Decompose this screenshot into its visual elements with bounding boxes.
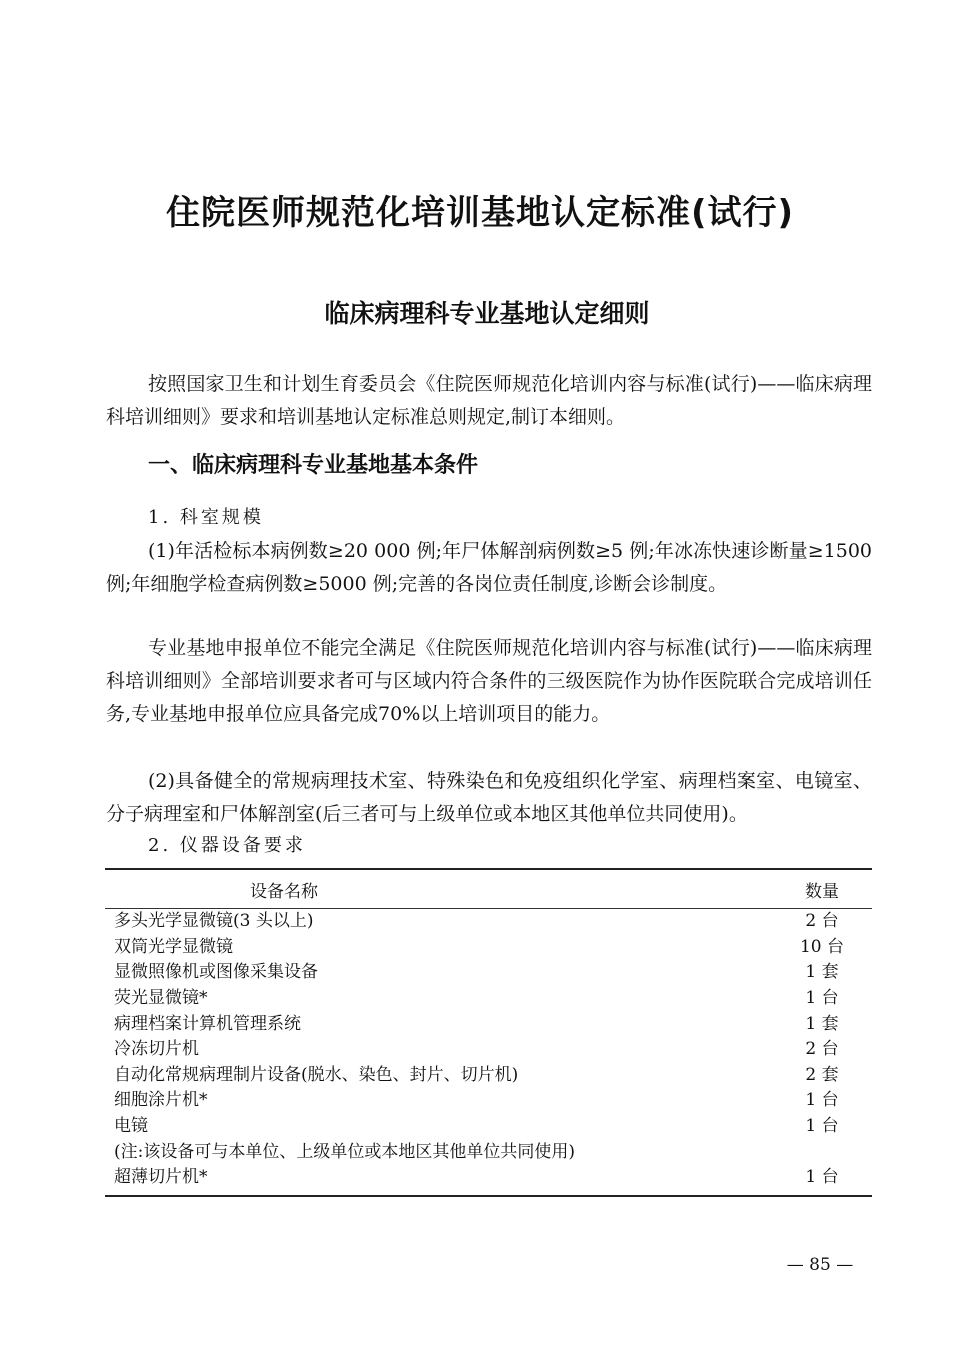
paragraph-facilities: (2)具备健全的常规病理技术室、特殊染色和免疫组织化学室、病理档案室、电镜室、分子病理室和尸体解剖室(后三者可与上级单位或本地区其他单位共同使用)。	[106, 770, 872, 825]
equipment-name: 多头光学显微镜(3 头以上)	[114, 911, 314, 932]
table-row	[105, 1165, 872, 1196]
table-row	[105, 1114, 872, 1140]
paragraph-case-volume: (1)年活检标本病例数≥20 000 例;年尸体解剖病例数≥5 例;年冰冻快速诊断量≥1500 例;年细胞学检查病例数≥5000 例;完善的各岗位责任制度,诊断会诊制度。	[106, 540, 872, 595]
table-row	[105, 986, 872, 1012]
table-row	[105, 1063, 872, 1089]
equipment-quantity: 2 套	[805, 1064, 839, 1085]
equipment-name: 双筒光学显微镜	[114, 936, 233, 957]
equipment-quantity: 1 台	[805, 988, 839, 1009]
equipment-name: 细胞涂片机*	[114, 1090, 208, 1111]
section-heading-basic-conditions: 一、临床病理科专业基地基本条件	[148, 453, 479, 478]
column-header-quantity: 数量	[805, 881, 839, 902]
subheading-equipment: 2. 仪器设备要求	[148, 835, 306, 856]
equipment-name: 自动化常规病理制片设备(脱水、染色、封片、切片机)	[114, 1064, 519, 1085]
equipment-quantity: 1 套	[805, 1013, 839, 1034]
page-number: — 85 —	[786, 1255, 854, 1275]
equipment-name: 显微照像机或图像采集设备	[114, 962, 318, 983]
intro-paragraph: 按照国家卫生和计划生育委员会《住院医师规范化培训内容与标准(试行)——临床病理科培训细则》要求和培训基地认定标准总则规定,制订本细则。	[106, 373, 872, 428]
equipment-quantity	[772, 1139, 872, 1165]
equipment-quantity: 1 台	[805, 1090, 839, 1111]
subheading-department-scale: 1. 科室规模	[148, 507, 264, 528]
equipment-quantity: 1 台	[805, 1167, 839, 1188]
equipment-name: 冷冻切片机	[114, 1039, 199, 1060]
table-row-note	[105, 1139, 872, 1165]
equipment-name: 超薄切片机*	[114, 1167, 208, 1188]
equipment-note: (注:该设备可与本单位、上级单位或本地区其他单位共同使用)	[114, 1141, 575, 1162]
page-title: 住院医师规范化培训基地认定标准(试行)	[165, 193, 795, 233]
table-row	[105, 1011, 872, 1037]
equipment-quantity: 1 台	[805, 1116, 839, 1137]
equipment-quantity: 2 台	[805, 911, 839, 932]
table-header-row	[105, 869, 872, 909]
equipment-name: 病理档案计算机管理系统	[114, 1013, 301, 1034]
column-header-name: 设备名称	[250, 881, 318, 902]
table-row	[105, 935, 872, 961]
paragraph-cooperation: 专业基地申报单位不能完全满足《住院医师规范化培训内容与标准(试行)——临床病理科培训细则》全部培训要求者可与区域内符合条件的三级医院作为协作医院联合完成培训任务,专业基地申报单位应具备完成70%以上培训项目的能力。	[106, 637, 872, 725]
equipment-name: 电镜	[114, 1116, 148, 1137]
table-row	[105, 1088, 872, 1114]
table-row	[105, 960, 872, 986]
equipment-quantity: 10 台	[799, 936, 845, 957]
equipment-quantity: 2 台	[805, 1039, 839, 1060]
table-row	[105, 1037, 872, 1063]
equipment-name: 荧光显微镜*	[114, 988, 208, 1009]
table-row	[105, 909, 872, 935]
equipment-quantity: 1 套	[805, 962, 839, 983]
document-subtitle: 临床病理科专业基地认定细则	[324, 299, 650, 328]
equipment-table	[105, 868, 872, 1197]
